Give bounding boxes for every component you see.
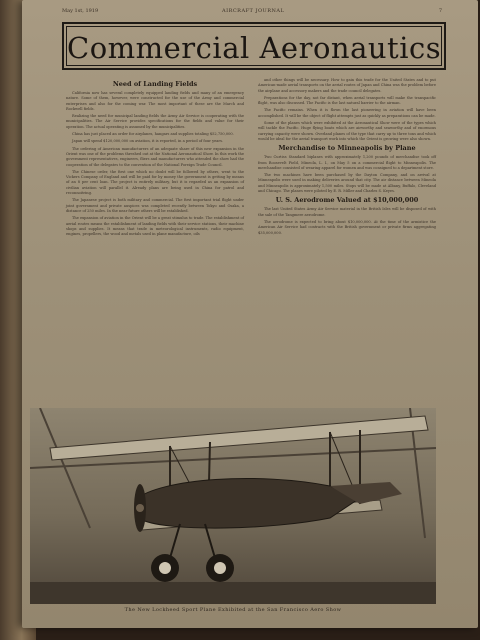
- running-header: [62, 8, 442, 18]
- landing-fields-paragraph: The ordering of American manufacturers of an adequate share of this new expansion in the Orient was one of the problems threshed out at the National Aeronautical Show. In this work the government representatives, engineers, fliers and manufacturers who attended the show had the cooperation of the delegates to the convention of the National Foreign Trade Council.: [66, 146, 244, 167]
- minneapolis-paragraph: Two Curtiss Standard biplanes with approximately 1,200 pounds of merchandise took off from Roosevelt Field, Mineola, L. I., on May 5 on a commercial flight to Minneapolis. The merchandise consisted of wearing apparel for women and was consigned to a department store.: [258, 155, 436, 170]
- landing-fields-headline: Need of Landing Fields: [112, 80, 198, 88]
- aerodrome-paragraph: The aerodrome is expected to bring about $10,000,000. At the time of the armistice the American Air Service had contracts with the British government or private firms aggregating $35,000,000.: [258, 219, 436, 235]
- right-column: [258, 78, 436, 238]
- left-wheel-hub: [159, 562, 171, 574]
- landing-fields-paragraph: The Chinese order, the first one which no doubt will be followed by others, went to the Vickers Company of England and will be paid for by money the government is getting by means of an 8 per cent loan. The project is entirely military, but it is regarded as an expansion of civilian aviation will parallel it. Already plans are being used in China for patrol and reconnoitring.: [66, 169, 244, 196]
- landing-fields-paragraph: The Japanese project is both military and commercial. The first important trial flight under joint government and private auspices was completed recently between Tokyo and Osaka, a distance of 250 miles. In the near future others will be established.: [66, 198, 244, 213]
- continued-paragraph: Some of the planes which were exhibited at the Aeronautical Show were of the types which will tackle the Pacific. Huge flying boats which are airworthy and seaworthy and of enormous carrying capacity were shown. Overland planes of the type that carry up to three tons and which would be ideal for the aerial transport work into which the Orient is growing were also shown.: [258, 121, 436, 141]
- landing-fields-paragraph: The expansion of aviation in the Orient will be a great stimulus to trade. The establishment of aerial routes means the establishment of landing fields with their service stations, their machine shops and supplies. It means that trade in meteorological instruments, radio equipment, engines, propellers, the wood and metals used in plane manufacture, oils: [66, 216, 244, 237]
- continued-paragraph: The Pacific remains. When it is flown the last pioneering in aviation will have been accomplished. It will be the object of flight attempts just as quickly as preparations can be made.: [258, 108, 436, 118]
- section-title: Commercial Aeronautics: [67, 31, 442, 65]
- landing-fields-paragraph: China has just placed an order for airplanes, hangars and supplies totaling $52,750,000.: [72, 132, 234, 137]
- photo-caption: The New Lockheed Sport Plane Exhibited at the San Francisco Aero Show: [124, 607, 342, 613]
- floor: [30, 582, 436, 604]
- left-column: [66, 78, 244, 239]
- page-number: 7: [438, 8, 442, 14]
- masthead-inner-border: [66, 26, 442, 66]
- landing-fields-paragraph: California now has several completely equipped landing fields and many of an emergency nature. Some of them, however, were constructed for the use of the Army and commercial enterprises and also for the coming war. The most important of these are the March and Rockwell fields.: [66, 91, 244, 111]
- biplane-photograph: [30, 408, 436, 604]
- aerodrome-headline: U. S. Aerodrome Valued at $10,000,000: [275, 196, 419, 205]
- continued-paragraph: Preparations for the day, not far distant, when aerial transports will make the transpacific flight, was also discussed. The Pacific is the last natural barrier to the airman.: [258, 95, 436, 106]
- section-masthead: [62, 22, 446, 70]
- issue-date: May 1st, 1919: [62, 8, 99, 14]
- propeller-hub: [136, 504, 144, 512]
- continued-paragraph: and other things will be necessary. How to gain this trade for the United States and to put American-made aerial transports on the aerial routes of Japan and China was the problem before the airplane and accessory makers and the trade council delegates.: [258, 78, 436, 93]
- biplane-illustration: [30, 408, 436, 604]
- landing-fields-paragraph: Japan will spend $120,000,000 on aviation, it is reported, in a period of four years.: [72, 139, 224, 144]
- minneapolis-headline: Merchandise to Minneapolis by Plane: [278, 144, 416, 153]
- aerodrome-paragraph: The last United States Army Air Service material in the British Isles will be disposed of with the sale of the Tangmere aerodrome.: [258, 207, 436, 217]
- minneapolis-paragraph: The two machines have been purchased by the Dayton Company, and on arrival at Minneapolis were used in making deliveries around that city. The air distance between Mineola and Minneapolis is approximately 1,500 miles. Stops will be made at Albany, Buffalo, Cleveland and Chicago. The planes were piloted by E. R. Miller and Charles S. Keyes.: [258, 173, 436, 194]
- landing-fields-paragraph: Realizing the need for municipal landing fields the Army Air Service is cooperating with the municipalities. The Air Service provides specifications for the fields and value for their operation. The actual operating is assumed by the municipalities.: [66, 114, 244, 129]
- right-wheel-hub: [214, 562, 226, 574]
- publication-name: AIRCRAFT JOURNAL: [222, 8, 285, 14]
